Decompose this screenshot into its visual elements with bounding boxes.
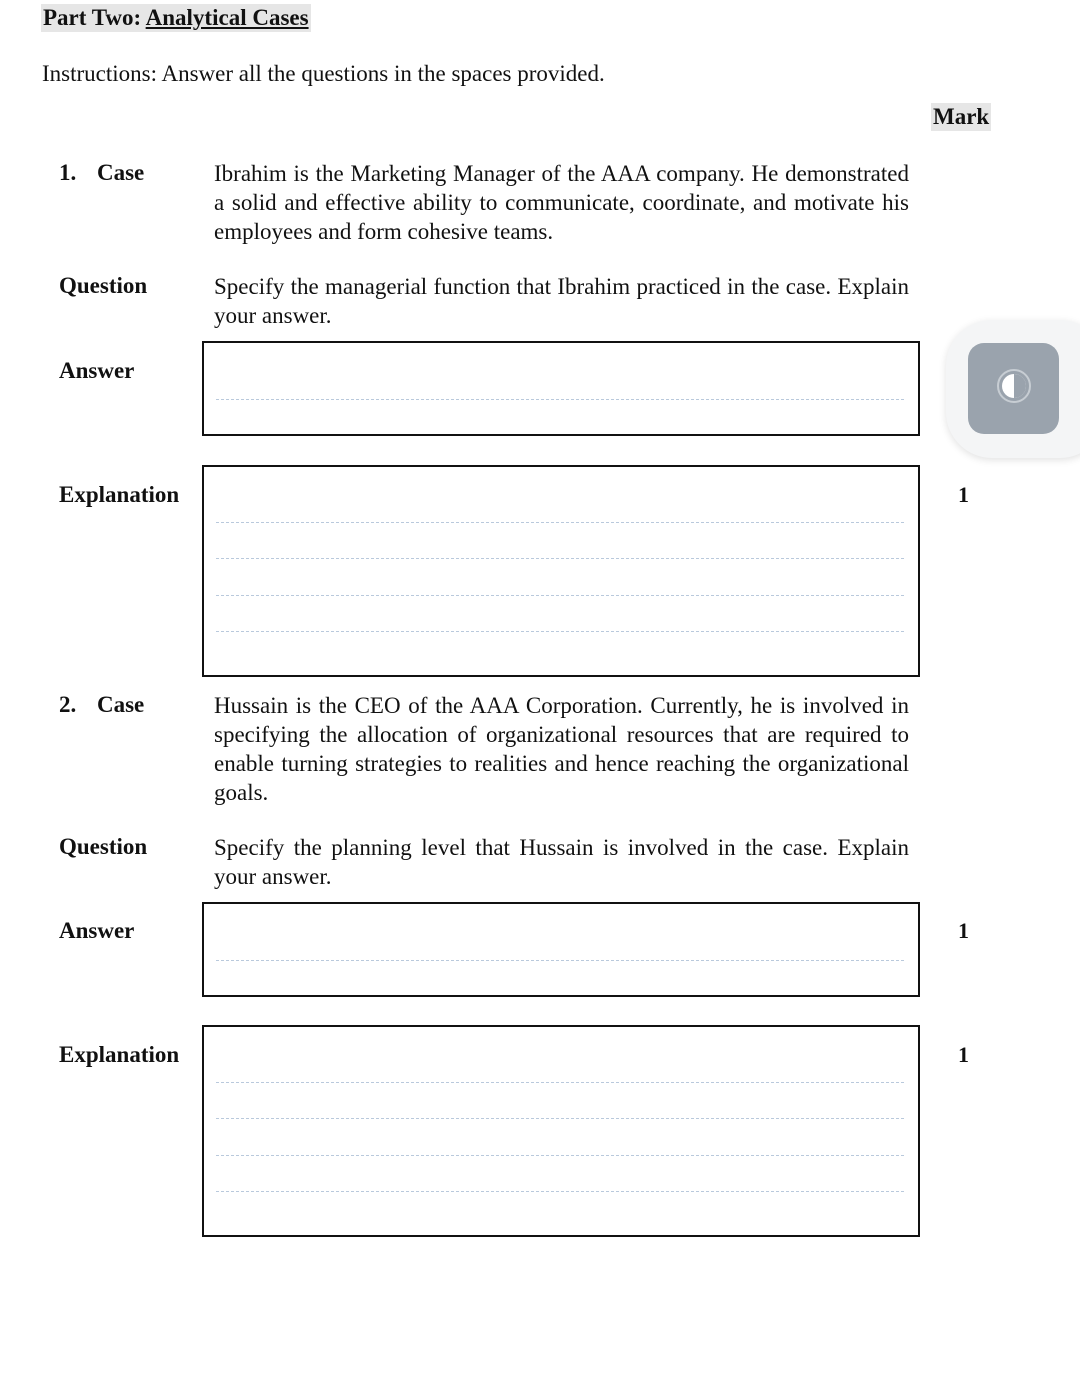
case-2-answer-mark: 1 xyxy=(958,918,969,943)
case-1-question-label: Question xyxy=(59,273,148,298)
explanation-line xyxy=(216,522,904,523)
contrast-icon xyxy=(994,366,1034,411)
case-1-number: 1. xyxy=(59,160,77,185)
case-2-text: Hussain is the CEO of the AAA Corporation. Currently, he is involved in specifying the allocation of organizational resources that are required to enable turning strategies to realities and hence reaching the organizational goals. xyxy=(214,693,909,805)
case-1-label xyxy=(59,159,144,187)
case-2-answer-label: Answer xyxy=(59,918,135,943)
explanation-line xyxy=(216,558,904,559)
part-title-text: Analytical Cases xyxy=(145,5,309,30)
case-2-explanation-mark: 1 xyxy=(958,1042,969,1067)
mark-column-header: Mark xyxy=(933,104,990,129)
explanation-line xyxy=(216,631,904,632)
case-1-answer-box[interactable] xyxy=(202,341,920,436)
case-2-explanation-label: Explanation xyxy=(59,1042,180,1067)
part-label: Part Two: xyxy=(43,5,142,30)
case-1-question-text: Specify the managerial function that Ibrahim practiced in the case. Explain your answer. xyxy=(214,274,909,328)
explanation-line xyxy=(216,595,904,596)
case-2-label xyxy=(59,691,144,719)
explanation-line xyxy=(216,1155,904,1156)
case-2-case-label: Case xyxy=(97,692,145,717)
case-1-case-label: Case xyxy=(97,160,145,185)
case-2-number: 2. xyxy=(59,692,77,717)
answer-line xyxy=(216,399,904,400)
contrast-toggle-button[interactable] xyxy=(968,343,1059,434)
case-2-explanation-box[interactable] xyxy=(202,1025,920,1237)
explanation-line xyxy=(216,1082,904,1083)
explanation-line xyxy=(216,1191,904,1192)
case-1-explanation-box[interactable] xyxy=(202,465,920,677)
case-1-explanation-label: Explanation xyxy=(59,482,180,507)
case-2-question-text: Specify the planning level that Hussain is involved in the case. Explain your answer. xyxy=(214,835,909,889)
part-title xyxy=(41,4,311,32)
explanation-line xyxy=(216,1118,904,1119)
case-1-answer-label: Answer xyxy=(59,358,135,383)
answer-line xyxy=(216,960,904,961)
case-1-explanation-mark: 1 xyxy=(958,482,969,507)
case-2-question-label: Question xyxy=(59,834,148,859)
case-2-answer-box[interactable] xyxy=(202,902,920,997)
instructions: Instructions: Answer all the questions in the spaces provided. xyxy=(42,61,605,86)
case-1-text: Ibrahim is the Marketing Manager of the AAA company. He demonstrated a solid and effective ability to communicate, coordinate, and motivate his employees and form cohesive teams. xyxy=(214,161,909,244)
